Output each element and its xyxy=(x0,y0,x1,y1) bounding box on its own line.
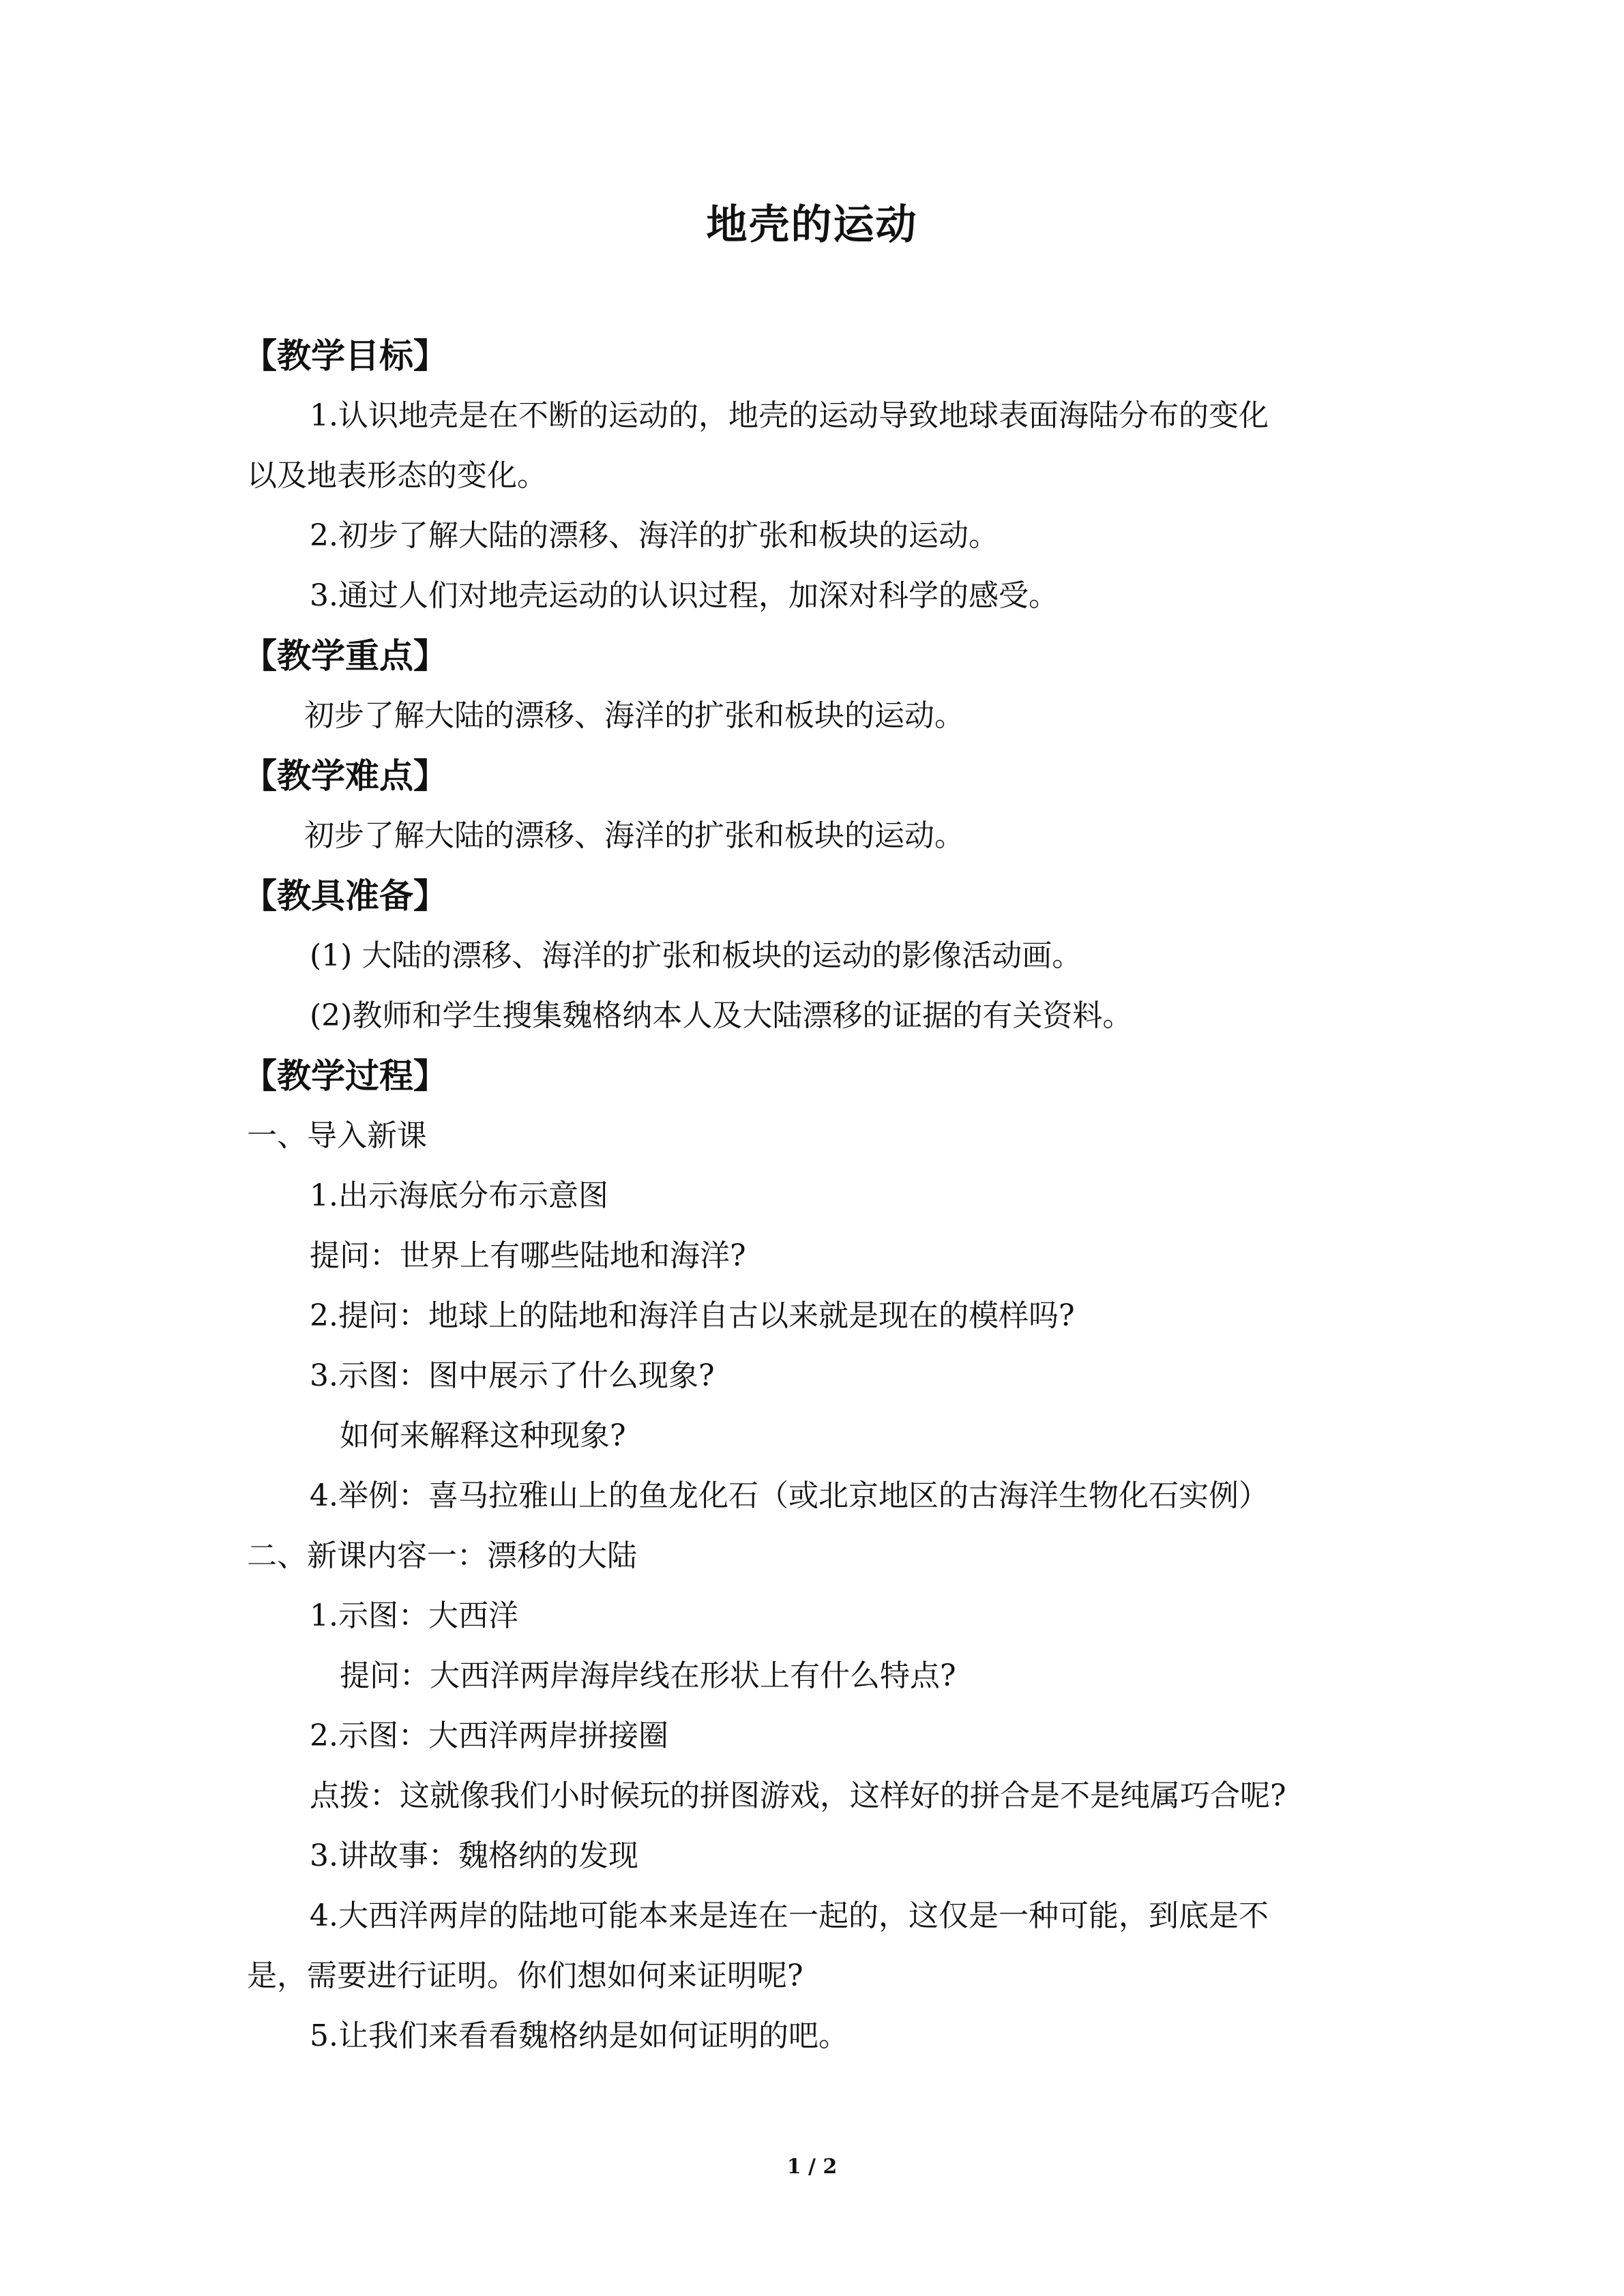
materials-item: (1) 大陆的漂移、海洋的扩张和板块的运动的影像活动画。 xyxy=(310,938,1082,973)
objectives-heading: 【教学目标】 xyxy=(243,336,447,376)
process-part2-title: 二、新课内容一：漂移的大陆 xyxy=(247,1538,637,1573)
page-number: 1 / 2 xyxy=(786,2155,838,2179)
process-line-continuation: 是，需要进行证明。你们想如何来证明呢? xyxy=(247,1958,803,1993)
objective-item-continuation: 以及地表形态的变化。 xyxy=(247,458,547,493)
process-line: 5.让我们来看看魏格纳是如何证明的吧。 xyxy=(310,2018,848,2053)
page-title: 地壳的运动 xyxy=(706,201,918,249)
process-line: 3.讲故事：魏格纳的发现 xyxy=(310,1838,638,1873)
process-line: 提问：大西洋两岸海岸线在形状上有什么特点? xyxy=(340,1658,956,1693)
difficulties-heading: 【教学难点】 xyxy=(243,756,447,796)
document-body xyxy=(243,326,1379,2066)
materials-item: (2)教师和学生搜集魏格纳本人及大陆漂移的证据的有关资料。 xyxy=(310,998,1133,1033)
process-line: 4.大西洋两岸的陆地可能本来是连在一起的，这仅是一种可能，到底是不 xyxy=(310,1898,1269,1933)
process-line: 3.示图：图中展示了什么现象? xyxy=(310,1358,715,1393)
materials-heading: 【教具准备】 xyxy=(243,876,447,916)
process-line: 1.示图：大西洋 xyxy=(310,1598,518,1633)
process-line: 1.出示海底分布示意图 xyxy=(310,1178,608,1213)
process-line: 点拨：这就像我们小时候玩的拼图游戏，这样好的拼合是不是纯属巧合呢? xyxy=(310,1778,1286,1813)
difficulties-text: 初步了解大陆的漂移、海洋的扩张和板块的运动。 xyxy=(304,818,964,853)
key-points-text: 初步了解大陆的漂移、海洋的扩张和板块的运动。 xyxy=(304,698,964,733)
key-points-heading: 【教学重点】 xyxy=(243,636,447,676)
process-line: 如何来解释这种现象? xyxy=(340,1418,626,1453)
objective-item: 1.认识地壳是在不断的运动的，地壳的运动导致地球表面海陆分布的变化 xyxy=(310,398,1269,433)
process-line: 4.举例：喜马拉雅山上的鱼龙化石（或北京地区的古海洋生物化石实例） xyxy=(310,1478,1269,1513)
objective-item: 3.通过人们对地壳运动的认识过程，加深对科学的感受。 xyxy=(310,578,1059,613)
process-line: 2.提问：地球上的陆地和海洋自古以来就是现在的模样吗? xyxy=(310,1298,1075,1333)
process-line: 2.示图：大西洋两岸拼接圈 xyxy=(310,1718,668,1753)
process-heading: 【教学过程】 xyxy=(243,1056,447,1096)
process-part1-title: 一、导入新课 xyxy=(247,1118,427,1153)
objective-item: 2.初步了解大陆的漂移、海洋的扩张和板块的运动。 xyxy=(310,518,999,553)
process-line: 提问：世界上有哪些陆地和海洋? xyxy=(310,1238,746,1273)
